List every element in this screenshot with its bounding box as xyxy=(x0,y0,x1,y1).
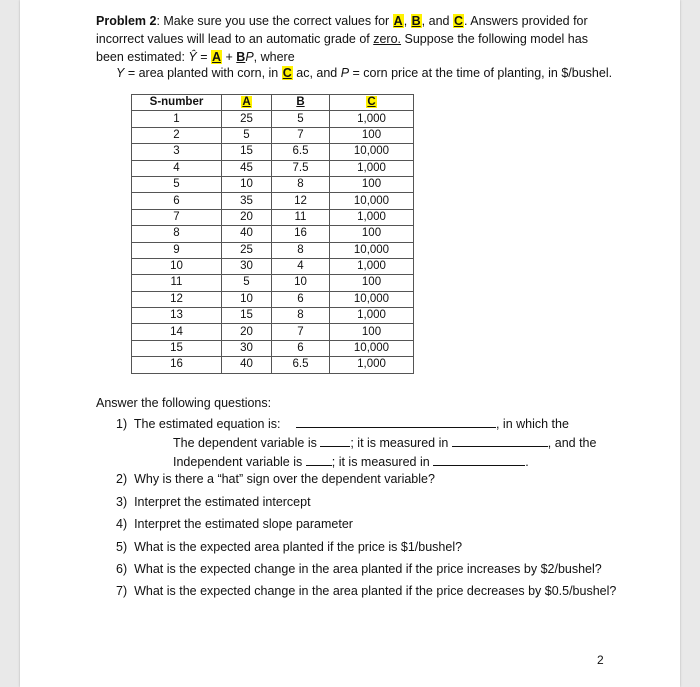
cell-a-value: 5 xyxy=(222,127,272,143)
cell-b-value: 7 xyxy=(272,127,330,143)
cell-c-value: 1,000 xyxy=(330,308,414,324)
def-c-highlight: C xyxy=(282,66,292,80)
cell-c-value: 1,000 xyxy=(330,209,414,225)
question-7 xyxy=(116,584,616,598)
table-row xyxy=(132,258,414,274)
questions-heading: Answer the following questions: xyxy=(96,396,272,410)
cell-a-value: 35 xyxy=(222,193,272,209)
cell-c-value: 1,000 xyxy=(330,258,414,274)
q2-text: Why is there a “hat” sign over the dependent variable? xyxy=(134,472,435,486)
q1-measured: ; it is measured in xyxy=(350,436,449,450)
header-s-number: S-number xyxy=(132,95,222,111)
cell-b-value: 12 xyxy=(272,193,330,209)
cell-c-value: 100 xyxy=(330,176,414,192)
question-1-dependent xyxy=(173,434,596,450)
cell-c-value: 1,000 xyxy=(330,111,414,127)
cell-b-value: 16 xyxy=(272,226,330,242)
equals-sign: = xyxy=(196,50,212,64)
page-number: 2 xyxy=(597,653,604,667)
table-row xyxy=(132,308,414,324)
cell-c-value: 10,000 xyxy=(330,193,414,209)
cell-b-value: 6.5 xyxy=(272,357,330,373)
eq-b: B xyxy=(236,50,246,64)
cell-c-value: 1,000 xyxy=(330,357,414,373)
cell-a-value: 15 xyxy=(222,308,272,324)
table-row xyxy=(132,111,414,127)
cell-b-value: 8 xyxy=(272,242,330,258)
q7-number: 7) xyxy=(116,584,128,598)
eq-a: A xyxy=(212,50,222,64)
def-p: P xyxy=(340,66,350,80)
cell-a-value: 25 xyxy=(222,242,272,258)
cell-c-value: 10,000 xyxy=(330,340,414,356)
q4-number: 4) xyxy=(116,517,128,531)
cell-b-value: 4 xyxy=(272,258,330,274)
q1-text: The estimated equation is: xyxy=(133,417,281,431)
cell-b-value: 6.5 xyxy=(272,144,330,160)
cell-s-number: 9 xyxy=(132,242,222,258)
cell-b-value: 10 xyxy=(272,275,330,291)
table-row xyxy=(132,340,414,356)
table-row xyxy=(132,176,414,192)
cell-s-number: 8 xyxy=(132,226,222,242)
question-6 xyxy=(116,562,602,576)
cell-s-number: 2 xyxy=(132,127,222,143)
cell-a-value: 20 xyxy=(222,209,272,225)
cell-a-value: 30 xyxy=(222,258,272,274)
def-text-3: = corn price at the time of planting, in $/bushel. xyxy=(349,66,613,80)
problem-label: Problem 2 xyxy=(96,14,157,28)
zero-text: zero. xyxy=(373,32,402,46)
question-1-independent xyxy=(173,453,529,469)
def-y: Y xyxy=(116,66,125,80)
cell-a-value: 25 xyxy=(222,111,272,127)
q3-text: Interpret the estimated intercept xyxy=(134,495,311,509)
cell-a-value: 30 xyxy=(222,340,272,356)
variable-definitions xyxy=(116,64,612,82)
cell-c-value: 1,000 xyxy=(330,160,414,176)
problem-intro-text-3: Suppose the following model has been estimated: xyxy=(96,32,588,64)
question-2 xyxy=(116,472,435,486)
cell-s-number: 3 xyxy=(132,144,222,160)
eq-p: P xyxy=(245,50,254,64)
cell-s-number: 6 xyxy=(132,193,222,209)
cell-s-number: 15 xyxy=(132,340,222,356)
document-page xyxy=(20,0,680,687)
table-row xyxy=(132,160,414,176)
cell-b-value: 7.5 xyxy=(272,160,330,176)
table-header-row xyxy=(132,95,414,111)
q4-text: Interpret the estimated slope parameter xyxy=(134,517,353,531)
q1-number: 1) xyxy=(116,417,128,431)
table-row xyxy=(132,226,414,242)
independent-unit-blank[interactable] xyxy=(433,453,525,466)
cell-a-value: 20 xyxy=(222,324,272,340)
cell-c-value: 10,000 xyxy=(330,242,414,258)
cell-c-value: 100 xyxy=(330,127,414,143)
q2-number: 2) xyxy=(116,472,128,486)
cell-c-value: 100 xyxy=(330,275,414,291)
q6-text: What is the expected change in the area planted if the price increases by $2/bushel? xyxy=(134,562,602,576)
question-4 xyxy=(116,517,353,531)
cell-a-value: 5 xyxy=(222,275,272,291)
cell-b-value: 6 xyxy=(272,340,330,356)
q1-measured-2: ; it is measured in xyxy=(331,455,430,469)
y-hat: Ŷ xyxy=(188,50,197,64)
cell-a-value: 40 xyxy=(222,226,272,242)
cell-b-value: 8 xyxy=(272,308,330,324)
table-row xyxy=(132,242,414,258)
var-a-highlight: A xyxy=(393,14,403,28)
cell-s-number: 4 xyxy=(132,160,222,176)
header-a xyxy=(222,95,272,111)
table-row xyxy=(132,193,414,209)
cell-s-number: 1 xyxy=(132,111,222,127)
table-row xyxy=(132,324,414,340)
cell-b-value: 8 xyxy=(272,176,330,192)
where-text: , where xyxy=(253,50,295,64)
cell-a-value: 45 xyxy=(222,160,272,176)
dependent-variable-blank[interactable] xyxy=(320,434,350,447)
q1-period: . xyxy=(525,455,529,469)
q1-dep-label: The dependent variable is xyxy=(173,436,317,450)
q7-text: What is the expected change in the area planted if the price decreases by $0.5/bushel? xyxy=(134,584,617,598)
table-row xyxy=(132,209,414,225)
q3-number: 3) xyxy=(116,495,128,509)
cell-c-value: 100 xyxy=(330,324,414,340)
problem-intro-text-2: . Answers provided for incorrect values will lead to an automatic grade of xyxy=(96,14,588,46)
q6-number: 6) xyxy=(116,562,128,576)
question-5 xyxy=(116,540,462,554)
header-b-label: B xyxy=(296,96,305,109)
cell-a-value: 15 xyxy=(222,144,272,160)
var-c-highlight: C xyxy=(453,14,463,28)
cell-s-number: 12 xyxy=(132,291,222,307)
cell-a-value: 10 xyxy=(222,176,272,192)
problem-statement: Problem 2: Make sure you use the correct values for A, B, and C. Answers provided for incorrect values will lead to an automatic grade of zero. Suppose the following model has been estimated: Ŷ = A + BP, where xyxy=(96,14,588,64)
header-b xyxy=(272,95,330,111)
cell-b-value: 7 xyxy=(272,324,330,340)
problem-intro-text: : Make sure you use the correct values for xyxy=(156,14,393,28)
cell-s-number: 14 xyxy=(132,324,222,340)
cell-a-value: 10 xyxy=(222,291,272,307)
cell-s-number: 5 xyxy=(132,176,222,192)
cell-b-value: 11 xyxy=(272,209,330,225)
header-a-label: A xyxy=(242,96,251,109)
cell-c-value: 100 xyxy=(330,226,414,242)
def-text-1: = area planted with corn, in xyxy=(124,66,282,80)
question-1 xyxy=(116,415,569,431)
plus-sign: + xyxy=(222,50,237,64)
table-row xyxy=(132,275,414,291)
table-row xyxy=(132,357,414,373)
cell-a-value: 40 xyxy=(222,357,272,373)
equation-blank[interactable] xyxy=(296,415,496,428)
cell-s-number: 16 xyxy=(132,357,222,373)
q1-andthe: , and the xyxy=(547,436,597,450)
cell-s-number: 10 xyxy=(132,258,222,274)
table-row xyxy=(132,127,414,143)
and-text: , and xyxy=(421,14,453,28)
cell-b-value: 6 xyxy=(272,291,330,307)
cell-s-number: 11 xyxy=(132,275,222,291)
header-c xyxy=(330,95,414,111)
q1-tail: , in which the xyxy=(495,417,569,431)
var-b-highlight: B xyxy=(411,14,421,28)
cell-c-value: 10,000 xyxy=(330,144,414,160)
cell-b-value: 5 xyxy=(272,111,330,127)
q5-number: 5) xyxy=(116,540,128,554)
table-row xyxy=(132,291,414,307)
def-text-2: ac, and xyxy=(292,66,341,80)
q5-text: What is the expected area planted if the price is $1/bushel? xyxy=(134,540,463,554)
cell-s-number: 7 xyxy=(132,209,222,225)
table-row xyxy=(132,144,414,160)
cell-c-value: 10,000 xyxy=(330,291,414,307)
q1-indep-label: Independent variable is xyxy=(173,455,303,469)
values-table xyxy=(131,94,414,374)
independent-variable-blank[interactable] xyxy=(306,453,332,466)
cell-s-number: 13 xyxy=(132,308,222,324)
question-3 xyxy=(116,495,311,509)
table-body xyxy=(132,111,414,373)
header-c-label: C xyxy=(367,96,376,109)
dependent-unit-blank[interactable] xyxy=(452,434,548,447)
